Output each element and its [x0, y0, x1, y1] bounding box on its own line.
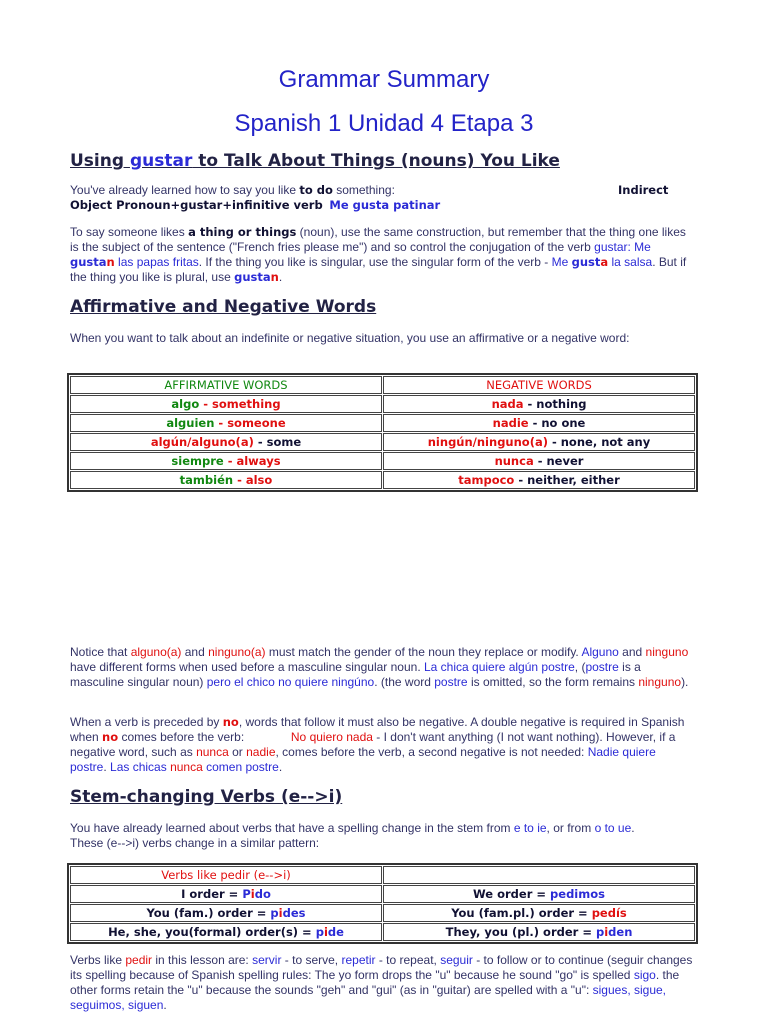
- table-row: alguien - someone nadie - no one: [70, 414, 695, 432]
- heading-affirmative-negative: Affirmative and Negative Words: [70, 297, 377, 317]
- title-main: Grammar Summary: [278, 66, 490, 93]
- paragraph-aff-neg-intro: When you want to talk about an indefinite or negative situation, you use an affirmative or a negative word:: [70, 331, 630, 345]
- paragraph-double-negative: When a verb is preceded by no, words that follow it must also be negative. A double negative is required in Spanish when no comes before the verb: No quiero nada - I don't want anything (I not want nothing). However, if a negative word, such as nunca or nadie, comes before the verb, a second negative is not needed: Nadie quiere postre. Las chicas nunca comen postre.: [70, 715, 685, 774]
- table-row: He, she, you(formal) order(s) = pide They, you (pl.) order = piden: [70, 923, 695, 941]
- paragraph-gustar-intro: You've already learned how to say you like to do something: Indirect Object Pronoun+gustar+infinitive verb Me gusta patinar: [70, 183, 669, 212]
- col-header-negative: NEGATIVE WORDS: [383, 376, 695, 394]
- table-row: algo - something nada - nothing: [70, 395, 695, 413]
- pedir-table: [67, 863, 698, 944]
- table-row: también - also tampoco - neither, either: [70, 471, 695, 489]
- table-row: I order = Pido We order = pedimos: [70, 885, 695, 903]
- table-row: siempre - always nunca - never: [70, 452, 695, 470]
- heading-gustar: Using gustar to Talk About Things (nouns) You Like: [70, 151, 560, 171]
- paragraph-stem-intro: You have already learned about verbs that have a spelling change in the stem from e to ie, or from o to ue. These (e-->i) verbs change in a similar pattern:: [70, 821, 635, 850]
- heading-stem-changing: Stem-changing Verbs (e-->i): [70, 787, 343, 807]
- col-header-affirmative: AFFIRMATIVE WORDS: [70, 376, 382, 394]
- title-sub: Spanish 1 Unidad 4 Etapa 3: [234, 110, 534, 137]
- paragraph-gustar-things: To say someone likes a thing or things (noun), use the same construction, but remember that the thing one likes is the subject of the sentence ("French fries please me") and so control the conjugation of the verb gustar: Me gustan las papas fritas. If the thing you like is singular, use the singular form of the verb - Me gusta la salsa. But if the thing you like is plural, use gustan.: [70, 225, 687, 284]
- col-header-empty: [383, 866, 695, 884]
- paragraph-alguno-ninguno: Notice that alguno(a) and ninguno(a) must match the gender of the noun they replace or modify. Alguno and ninguno have different forms when used before a masculine singular noun. La chica quiere algún postre, (postre is a masculine singular noun) pero el chico no quiere ningúno. (the word postre is omitted, so the form remains ninguno).: [70, 645, 689, 689]
- col-header-pedir: Verbs like pedir (e-->i): [70, 866, 382, 884]
- table-row: You (fam.) order = pides You (fam.pl.) order = pedís: [70, 904, 695, 922]
- paragraph-pedir-verbs: Verbs like pedir in this lesson are: servir - to serve, repetir - to repeat, seguir - to follow or to continue (seguir changes its spelling because of Spanish spelling rules: The yo form drops the "u" because he sound "go" is spelled sigo. the other forms retain the "u" because the sounds "geh" and "gui" (as in "guitar) are spelled with a "u": sigues, sigue, seguimos, siguen.: [70, 953, 693, 1012]
- aff-neg-table: [67, 373, 698, 492]
- table-row: algún/alguno(a) - some ningún/ninguno(a) - none, not any: [70, 433, 695, 451]
